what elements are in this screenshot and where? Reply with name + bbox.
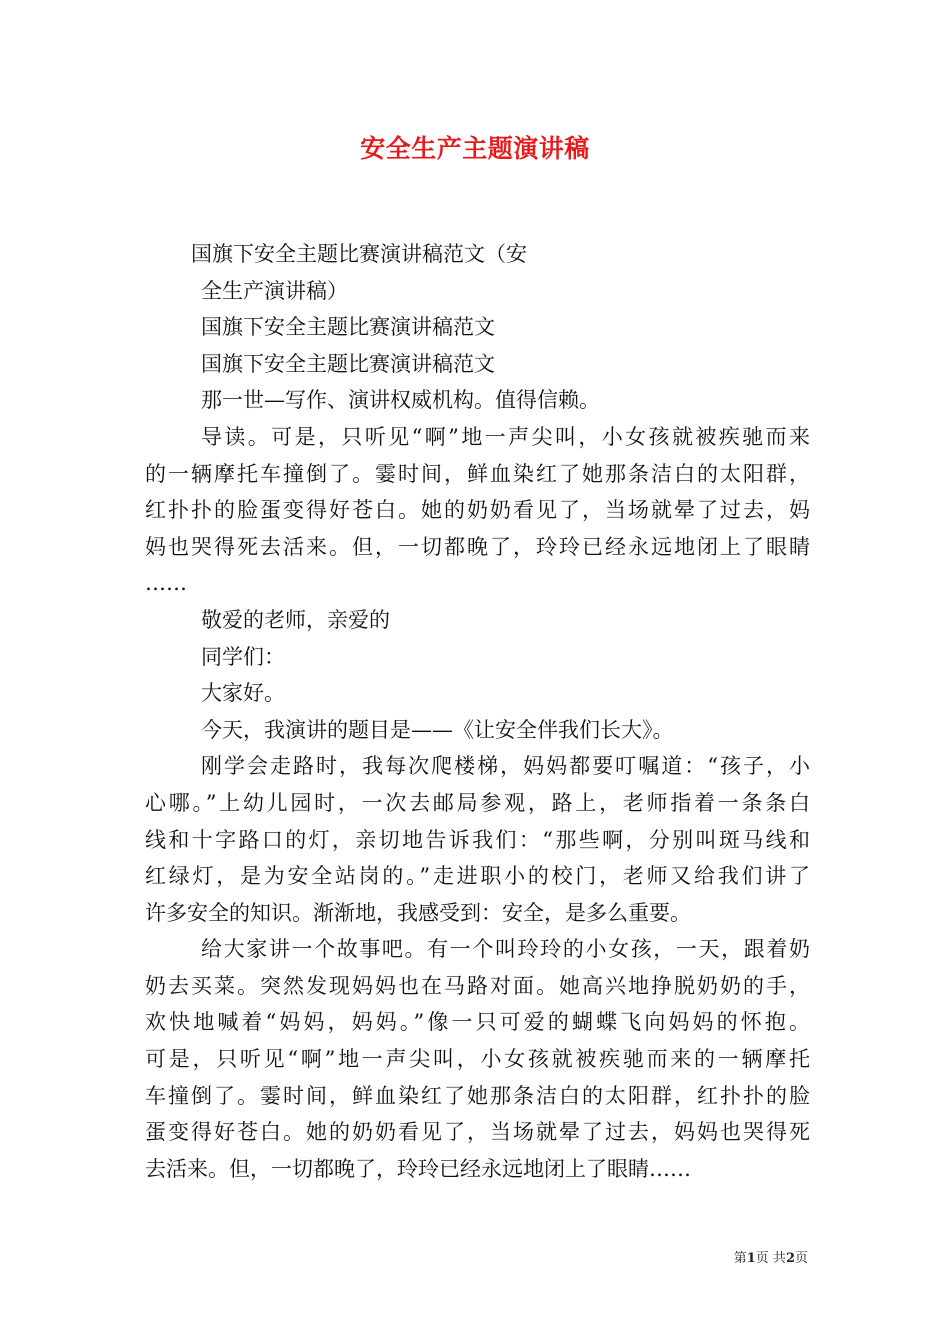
document-body [145, 236, 810, 1187]
text-line: 国旗下安全主题比赛演讲稿范文（安 [191, 242, 527, 266]
text-line: 蛋变得好苍白。她的奶奶看见了，当场就晕了过去，妈妈也哭得死 [145, 1120, 810, 1145]
page-title: 安全生产主题演讲稿 [360, 134, 590, 163]
text-line: 敬爱的老师，亲爱的 [201, 607, 390, 632]
text-line: 去活来。但，一切都晚了，玲玲已经永远地闭上了眼睛…… [145, 1156, 691, 1181]
text-line: 许多安全的知识。渐渐地，我感受到：安全，是多么重要。 [145, 900, 691, 925]
text-line: 线和十字路口的灯，亲切地告诉我们：“那些啊，分别叫斑马线和 [145, 827, 810, 852]
text-line: 国旗下安全主题比赛演讲稿范文 [201, 351, 495, 376]
total-page-number: 2 [785, 1251, 795, 1266]
text-line: 可是，只听见“啊”地一声尖叫，小女孩就被疾驰而来的一辆摩托 [145, 1047, 810, 1072]
text-line: 车撞倒了。霎时间，鲜血染红了她那条洁白的太阳群，红扑扑的脸 [145, 1083, 810, 1108]
text-line: 国旗下安全主题比赛演讲稿范文 [201, 315, 495, 340]
text-line: 导读。可是，只听见“啊”地一声尖叫，小女孩就被疾驰而来 [201, 424, 810, 449]
text-line: 妈也哭得死去活来。但，一切都晚了，玲玲已经永远地闭上了眼睛 [145, 534, 810, 559]
text-line: 全生产演讲稿） [201, 278, 348, 303]
text-line: 红扑扑的脸蛋变得好苍白。她的奶奶看见了，当场就晕了过去，妈 [145, 498, 810, 523]
text-line: 红绿灯，是为安全站岗的。”走进职小的校门，老师又给我们讲了 [145, 864, 810, 889]
text-line: 那一世—写作、演讲权威机构。值得信赖。 [201, 388, 600, 413]
footer-suffix: 页 [794, 1251, 808, 1266]
text-line: 同学们： [201, 644, 285, 669]
text-line: 的一辆摩托车撞倒了。霎时间，鲜血染红了她那条洁白的太阳群， [145, 461, 810, 486]
text-line: 大家好。 [201, 681, 285, 706]
text-line: 刚学会走路时，我每次爬楼梯，妈妈都要叮嘱道：“孩子，小 [201, 754, 810, 779]
text-line: 欢快地喊着“妈妈，妈妈。”像一只可爱的蝴蝶飞向妈妈的怀抱。 [145, 1010, 810, 1035]
text-line: 心哪。”上幼儿园时，一次去邮局参观，路上，老师指着一条条白 [145, 790, 810, 815]
page-number-footer [734, 1250, 808, 1268]
text-line: 今天，我演讲的题目是——《让安全伴我们长大》。 [201, 717, 674, 742]
current-page-number: 1 [746, 1251, 756, 1266]
text-line: 给大家讲一个故事吧。有一个叫玲玲的小女孩，一天，跟着奶 [201, 937, 810, 962]
footer-middle: 页 共 [755, 1251, 786, 1266]
text-line: …… [145, 571, 187, 596]
footer-prefix: 第 [733, 1251, 747, 1266]
text-line: 奶去买菜。突然发现妈妈也在马路对面。她高兴地挣脱奶奶的手， [145, 973, 810, 998]
